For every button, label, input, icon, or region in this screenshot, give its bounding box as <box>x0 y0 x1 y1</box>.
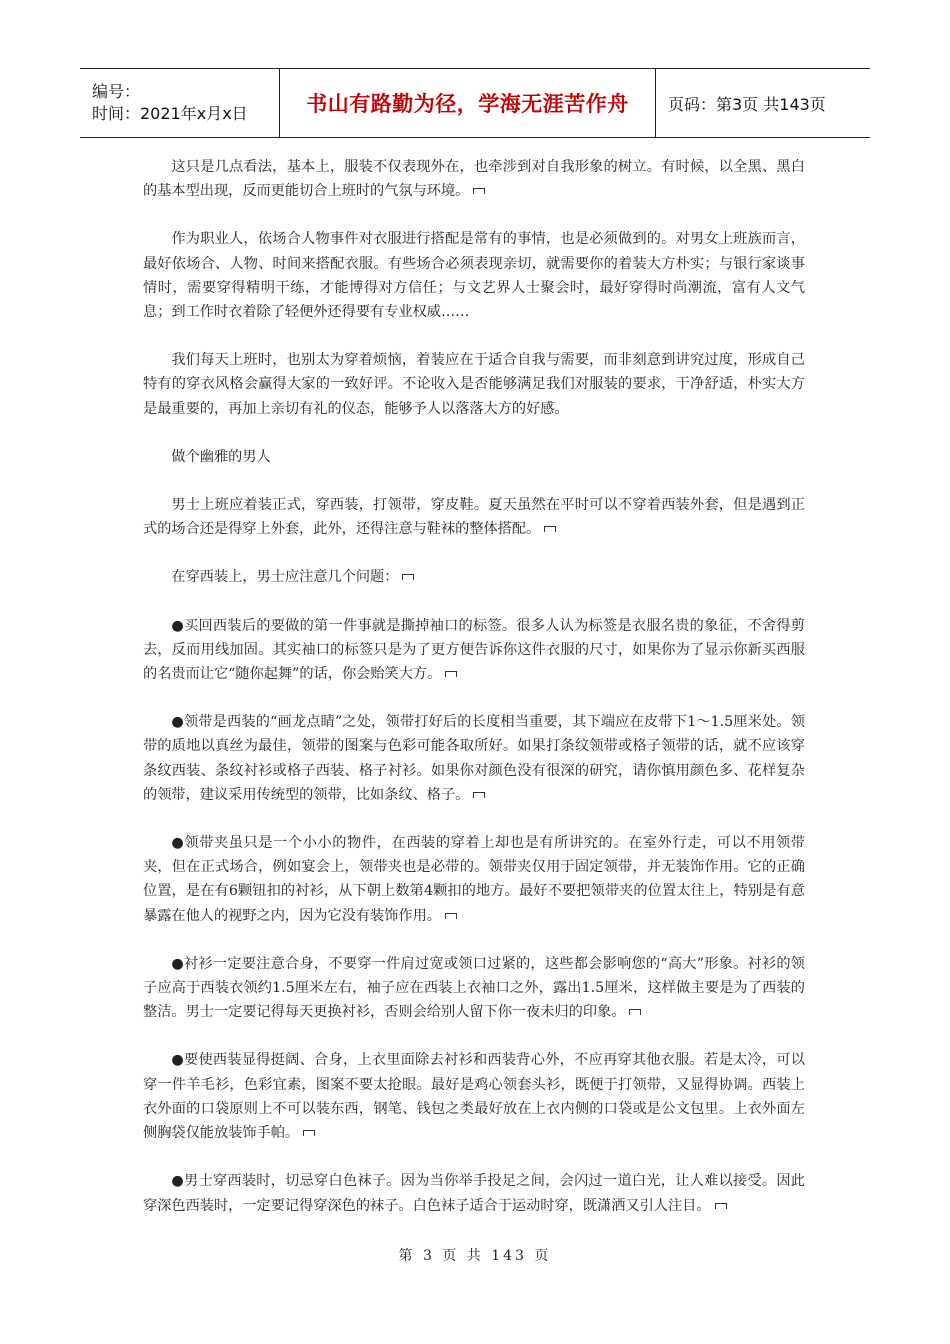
paragraph <box>143 445 805 469</box>
paragraph-end-mark <box>473 188 485 194</box>
paragraph-text: 这只是几点看法，基本上，服装不仅表现外在，也牵涉到对自我形象的树立。有时候，以全黑、黑白的基本型出现，反而更能切合上班时的气氛与环境。 <box>143 159 805 200</box>
page-footer: 第 3 页 共 143 页 <box>398 1248 552 1264</box>
document-body <box>143 155 805 1242</box>
paragraph <box>143 155 805 203</box>
paragraph-text: ●领带夹虽只是一个小小的物件，在西装的穿着上却也是有所讲究的。在室外行走，可以不用领带夹，但在正式场合，例如宴会上，领带夹也是必带的。领带夹仅用于固定领带，并无装饰作用。它的正确位置，是在有6颗钮扣的衬衫，从下朝上数第4颗扣的地方。最好不要把领带夹的位置太往上，特别是有意暴露在他人的视野之内，因为它没有装饰作用。 <box>143 835 805 924</box>
paragraph <box>143 614 805 687</box>
paragraph-end-mark <box>445 671 457 677</box>
paragraph-text: ●领带是西装的“画龙点睛”之处，领带打好后的长度相当重要，其下端应在皮带下1～1.5厘米处。领带的质地以真丝为最佳，领带的图案与色彩可能各取所好。如果打条纹领带或格子领带的话，就不应该穿条纹西装、条纹衬衫或格子西装、格子衬衫。如果你对颜色没有很深的研究，请你慎用颜色多、花样复杂的领带，建议采用传统型的领带，比如条纹、格子。 <box>143 714 805 803</box>
paragraph <box>143 227 805 324</box>
paragraph <box>143 1169 805 1217</box>
paragraph-end-mark <box>544 526 556 532</box>
paragraph <box>143 493 805 541</box>
document-header <box>80 68 870 138</box>
paragraph-text: ●衬衫一定要注意合身，不要穿一件肩过宽或领口过紧的，这些都会影响您的“高大”形象。衬衫的领子应高于西装衣领约1.5厘米左右，袖子应在西装上衣袖口之外，露出1.5厘米，这样做主要是为了西装的整洁。男士一定要记得每天更换衬衫，否则会给别人留下你一夜未归的印象。 <box>143 955 805 1021</box>
paragraph-text: 做个幽雅的男人 <box>171 448 271 465</box>
paragraph <box>143 831 805 928</box>
header-page-info: 页码：第3页 共143页 <box>668 94 826 114</box>
paragraph-end-mark <box>473 792 485 798</box>
paragraph-end-mark <box>629 1009 641 1015</box>
paragraph-end-mark <box>715 1203 727 1209</box>
paragraph-end-mark <box>445 913 457 919</box>
paragraph-end-mark <box>303 1130 315 1136</box>
paragraph-text: 在穿西装上，男士应注意几个问题： <box>171 569 399 586</box>
paragraph-end-mark <box>402 574 414 580</box>
header-motto: 书山有路勤为径，学海无涯苦作舟 <box>280 69 656 137</box>
paragraph <box>143 710 805 807</box>
paragraph-text: 男士上班应着装正式，穿西装，打领带，穿皮鞋。夏天虽然在平时可以不穿着西装外套，但是遇到正式的场合还是得穿上外套，此外，还得注意与鞋袜的整体搭配。 <box>143 497 805 538</box>
paragraph <box>143 1048 805 1145</box>
header-meta <box>80 69 280 137</box>
paragraph-text: ●男士穿西装时，切忌穿白色袜子。因为当你举手投足之间，会闪过一道白光，让人难以接受。因此穿深色西装时，一定要记得穿深色的袜子。白色袜子适合于运动时穿，既潇洒又引人注目。 <box>143 1173 805 1214</box>
paragraph <box>143 565 805 589</box>
paragraph-text: 我们每天上班时，也别太为穿着烦恼，着装应在于适合自我与需要，而非刻意到讲究过度，形成自己特有的穿衣风格会赢得大家的一致好评。不论收入是否能够满足我们对服装的要求，干净舒适，朴实大方是最重要的，再加上亲切有礼的仪态，能够予人以落落大方的好感。 <box>143 352 805 417</box>
paragraph-text: 作为职业人，依场合人物事件对衣服进行搭配是常有的事情，也是必须做到的。对男女上班族而言，最好依场合、人物、时间来搭配衣服。有些场合必须表现亲切，就需要你的着装大方朴实；与银行家谈事情时，需要穿得精明干练，才能博得对方信任；与文艺界人士聚会时，最好穿得时尚潮流，富有人文气息；到工作时衣着除了轻便外还得要有专业权威…… <box>143 231 805 321</box>
paragraph <box>143 952 805 1025</box>
header-date: 时间：2021年x月x日 <box>92 104 248 123</box>
header-number-label: 编号： <box>92 82 141 101</box>
paragraph-text: ●买回西装后的要做的第一件事就是撕掉袖口的标签。很多人认为标签是衣服名贵的象征，不舍得剪去，反而用线加固。其实袖口的标签只是为了更方便告诉你这件衣服的尺寸，如果你为了显示你新买西服的名贵而让它“随你起舞”的话，你会贻笑大方。 <box>143 617 805 683</box>
paragraph-text: ●要使西装显得挺阔、合身，上衣里面除去衬衫和西装背心外，不应再穿其他衣服。若是太冷，可以穿一件羊毛衫，色彩宜素，图案不要太抢眼。最好是鸡心领套头衫，既便于打领带，又显得协调。西装上衣外面的口袋原则上不可以装东西，钢笔、钱包之类最好放在上衣内侧的口袋或是公文包里。上衣外面左侧胸袋仅能放装饰手帕。 <box>143 1052 805 1142</box>
paragraph <box>143 348 805 421</box>
